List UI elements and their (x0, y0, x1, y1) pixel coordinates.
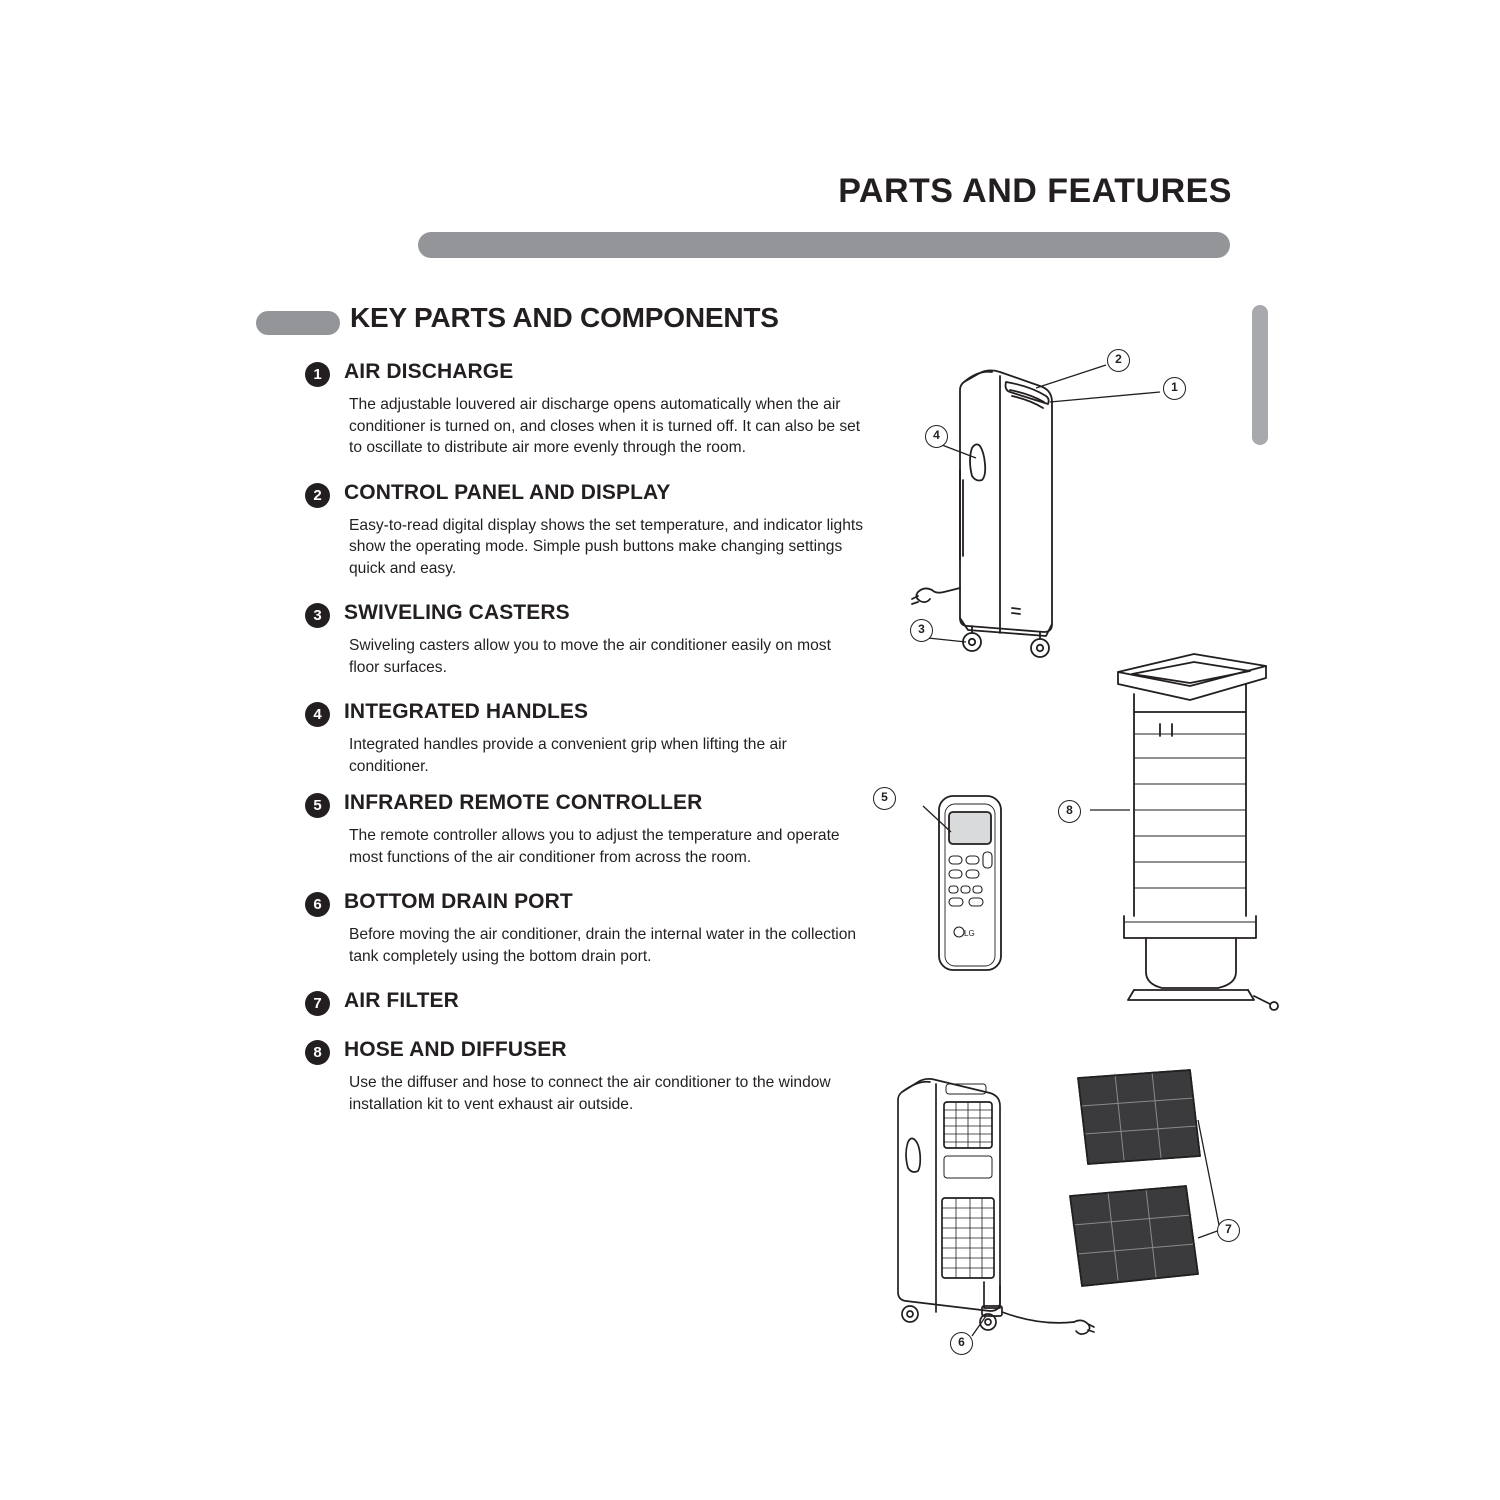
callout-1: 1 (1163, 377, 1186, 400)
item-title: AIR DISCHARGE (344, 360, 514, 383)
item-body: Use the diffuser and hose to connect the air conditioner to the window installation kit to vent exhaust air outside. (349, 1074, 831, 1113)
figure-ac-unit-rear-filters (860, 1060, 1280, 1340)
item-number: 5 (305, 793, 330, 818)
callout-3: 3 (910, 619, 933, 642)
list-item (305, 890, 865, 967)
item-title: AIR FILTER (344, 989, 459, 1012)
item-title: SWIVELING CASTERS (344, 601, 570, 624)
item-body: The remote controller allows you to adjust the temperature and operate most functions of the air conditioner from across the room. (349, 827, 840, 866)
item-title: CONTROL PANEL AND DISPLAY (344, 480, 671, 504)
section-marker (256, 311, 340, 335)
illustrations (860, 320, 1280, 1360)
item-number: 7 (305, 991, 330, 1016)
figure-hose-diffuser (1090, 638, 1310, 1018)
callout-8: 8 (1058, 800, 1081, 823)
item-title: INFRARED REMOTE CONTROLLER (344, 791, 703, 814)
list-item (305, 601, 865, 678)
item-body: Integrated handles provide a convenient grip when lifting the air conditioner. (349, 736, 787, 775)
callout-4: 4 (925, 425, 948, 448)
callout-5: 5 (873, 787, 896, 810)
section-title: KEY PARTS AND COMPONENTS (350, 302, 779, 333)
item-body: Easy-to-read digital display shows the set temperature, and indicator lights show the operating mode. Simple push buttons make changing settings quick and easy. (349, 516, 863, 577)
figure-remote-controller (915, 790, 1055, 990)
item-body: The adjustable louvered air discharge opens automatically when the air conditioner is turned on, and closes when it is turned off. It can also be set to oscillate to distribute air more evenly through the room. (349, 396, 861, 456)
page-title: PARTS AND FEATURES (838, 172, 1232, 210)
remote-brand-label: LG (964, 929, 975, 938)
callout-7: 7 (1217, 1219, 1240, 1242)
item-title: HOSE AND DIFFUSER (344, 1038, 567, 1061)
list-item (305, 700, 865, 777)
list-item (305, 481, 865, 580)
item-number: 3 (305, 603, 330, 628)
item-title: BOTTOM DRAIN PORT (344, 890, 573, 913)
header-rule (418, 232, 1230, 258)
item-number: 4 (305, 702, 330, 727)
item-number: 2 (305, 483, 330, 508)
list-item (305, 360, 865, 459)
callout-6: 6 (950, 1332, 973, 1355)
item-body: Before moving the air conditioner, drain the internal water in the collection tank completely using the bottom drain port. (349, 926, 857, 965)
item-number: 8 (305, 1040, 330, 1065)
item-body: Swiveling casters allow you to move the air conditioner easily on most floor surfaces. (349, 637, 831, 676)
list-item (305, 791, 865, 868)
list-item (305, 1038, 865, 1115)
callout-2: 2 (1107, 349, 1130, 372)
parts-list (305, 360, 865, 1119)
item-number: 1 (305, 362, 330, 387)
item-number: 6 (305, 892, 330, 917)
item-title: INTEGRATED HANDLES (344, 700, 589, 723)
list-item (305, 989, 865, 1016)
